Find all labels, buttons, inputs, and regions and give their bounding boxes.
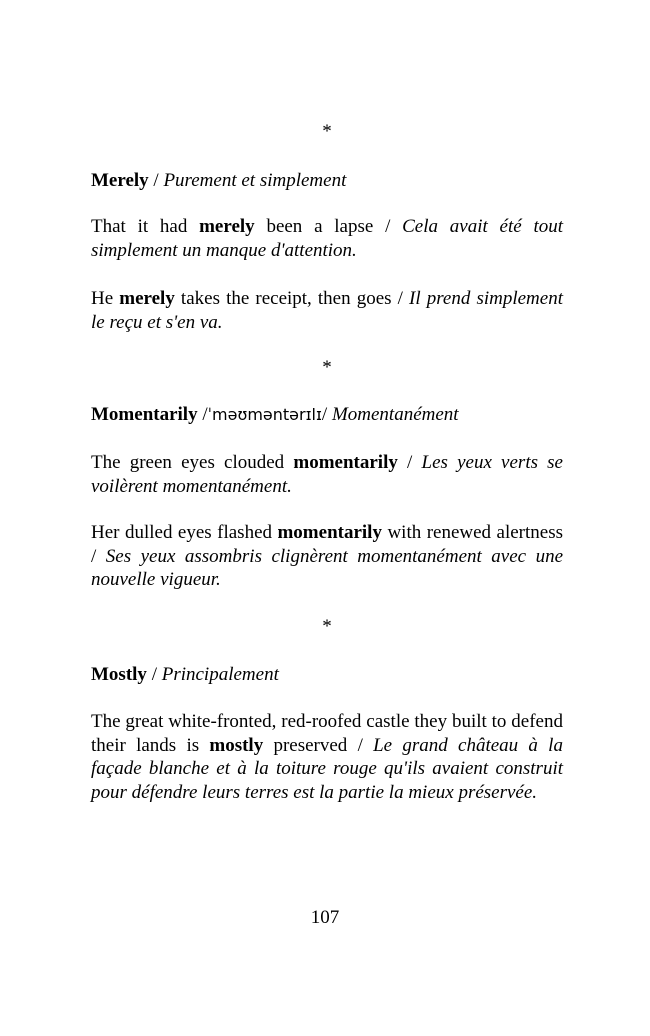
example-keyword: mostly [209,734,264,756]
example-text: That it had [91,216,200,237]
section-separator: * [322,121,332,142]
entry-heading-momentarily [91,403,563,427]
entry-slash: / [146,664,162,685]
example-text: / [397,452,422,473]
entry-term: Momentarily [91,404,198,425]
section-separator: * [322,357,332,378]
example-sentence [91,287,563,334]
example-text: Her dulled eyes flashed [91,522,278,543]
section-separator: * [322,616,332,637]
entry-pronunciation: ˈməʊməntərɪlɪ [207,405,322,424]
example-translation: Il prend simplement le reçu et s'en va. [91,288,563,333]
example-keyword: momentarily [293,452,398,473]
example-translation: Les yeux verts se voilèrent momentanément. [91,452,563,497]
example-keyword: merely [199,216,255,237]
example-text: The great white-fronted, red-roofed castle they built to defend their lands is [91,711,563,756]
example-text: He [91,288,120,309]
entry-translation: Principalement [161,664,279,685]
example-text: The green eyes clouded [91,452,294,473]
entry-term: Mostly [91,664,147,685]
example-text: with renewed alertness / [91,522,563,567]
example-sentence [91,521,563,592]
entry-slash: / [148,170,164,191]
example-translation: Ses yeux assombris clignèrent momentanément avec une nouvelle vigueur. [91,545,564,590]
example-keyword: momentarily [277,522,382,543]
page-number: 107 [310,907,340,928]
example-text: been a lapse / [254,216,403,237]
entry-slash: / [321,404,332,425]
example-keyword: merely [119,288,175,309]
entry-term: Merely [91,170,149,191]
example-sentence [91,451,563,498]
entry-translation: Momentanément [331,404,459,425]
example-translation: Cela avait été tout simplement un manque d'attention. [91,216,563,261]
example-sentence [91,710,563,804]
example-text: takes the receipt, then goes / [174,288,410,309]
example-text: preserved / [263,734,374,756]
example-translation: Le grand château à la façade blanche et à la toiture rouge qu'ils avaient construit pour défendre leurs terres est la partie la mieux préservée. [91,734,563,803]
entry-heading-merely [91,169,563,193]
example-sentence [91,215,563,262]
entry-translation: Purement et simplement [163,170,347,191]
entry-heading-mostly [91,663,563,687]
entry-slash: / [197,404,208,425]
